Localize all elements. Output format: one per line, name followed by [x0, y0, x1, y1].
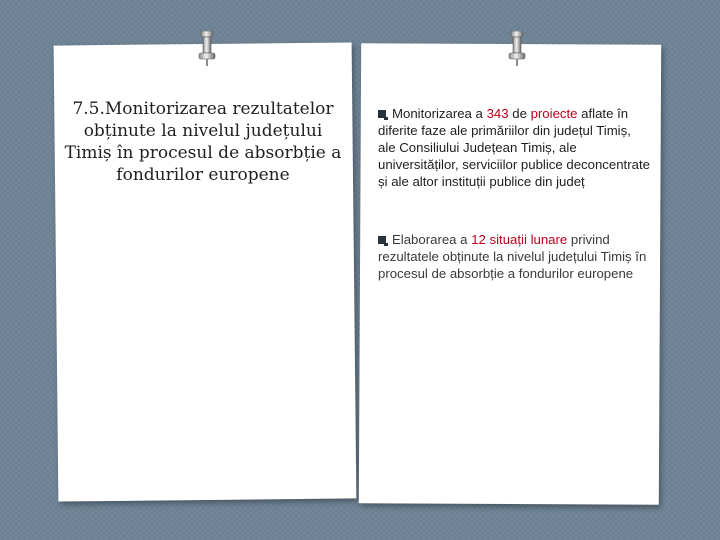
bullet-highlight: situații lunare — [489, 232, 568, 247]
bullet-prefix: Monitorizarea a — [392, 106, 487, 121]
bullet-number: 12 — [471, 232, 486, 247]
square-bullet-icon — [378, 110, 386, 118]
pushpin-icon — [198, 31, 216, 67]
square-bullet-icon — [378, 236, 386, 244]
bullet-number: 343 — [486, 106, 509, 121]
slide-title: 7.5.Monitorizarea rezultatelor obținute la nivelul județului Timiș în procesul de absorbție a fondurilor europene — [64, 99, 342, 185]
bullet-middle: de — [508, 106, 531, 121]
bullet-rest: privind rezultatele obținute la nivelul județului Timiș în procesul de absorbție a fondurilor europene — [378, 232, 647, 281]
bullet-item — [378, 105, 650, 190]
bullet-item — [378, 231, 650, 282]
bullet-prefix: Elaborarea a — [392, 232, 472, 247]
bullet-rest: aflate în diferite faze ale primăriilor din județul Timiș, ale Consiliului Județean Timiș, ale universităților, serviciilor publice deconcentrate și ale altor instituții publice din județ — [378, 106, 650, 189]
pushpin-icon — [508, 31, 526, 67]
bullet-highlight: proiecte — [530, 106, 578, 121]
